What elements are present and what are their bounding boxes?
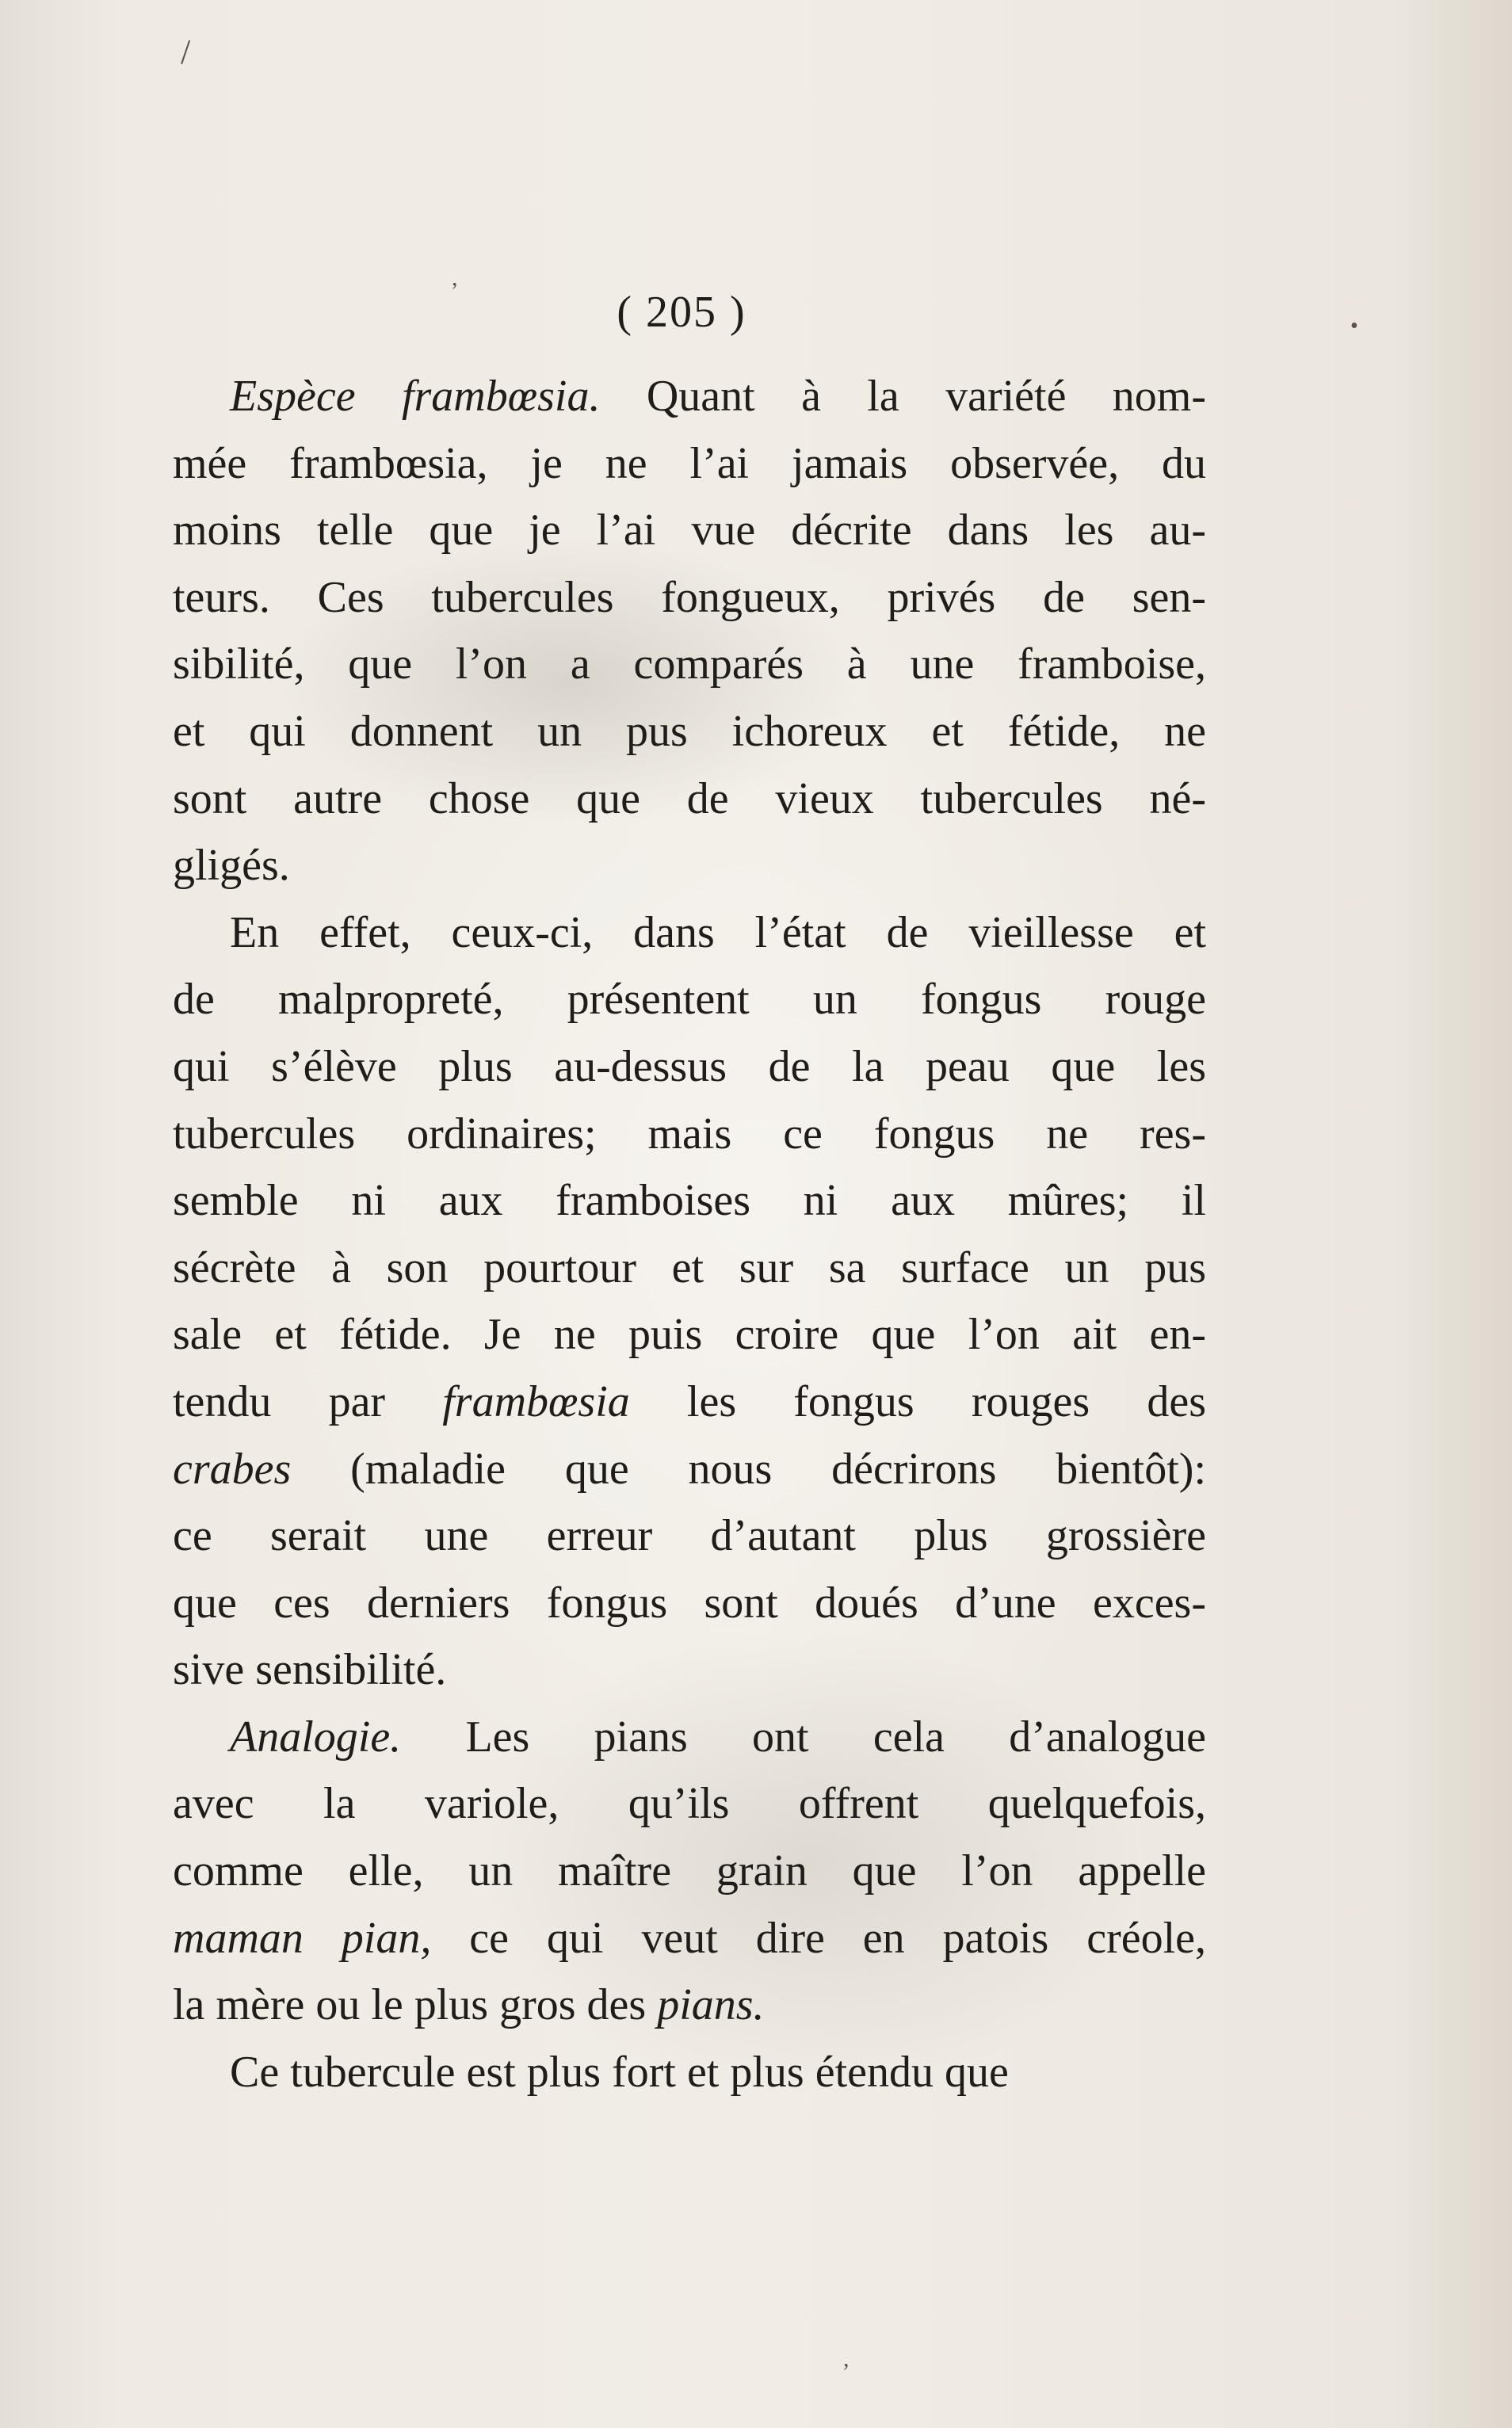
text-run: de malpropreté, présentent un fongus rouge — [173, 975, 1206, 1025]
text-line — [173, 1101, 1206, 1168]
text-run: les fongus rouges des — [629, 1376, 1206, 1426]
text-run: moins telle que je l’ai vue décrite dans les au- — [173, 506, 1206, 555]
text-run: et qui donnent un pus ichoreux et fétide, ne — [173, 706, 1206, 756]
margin-mark: / — [181, 32, 191, 71]
text-run: comme elle, un maître grain que l’on appelle — [173, 1846, 1206, 1896]
text-line — [173, 363, 1206, 430]
paragraph — [173, 2039, 1206, 2106]
text-run: que ces derniers fongus sont doués d’une exces- — [173, 1578, 1206, 1628]
text-run: sont autre chose que de vieux tubercules né- — [173, 773, 1206, 823]
text-run: ce qui veut dire en patois créole, — [431, 1913, 1206, 1963]
text-line — [173, 1502, 1206, 1570]
text-line — [173, 899, 1206, 967]
text-line — [173, 1167, 1206, 1235]
text-line — [173, 1636, 1206, 1704]
paragraph — [173, 899, 1206, 1704]
text-line — [173, 430, 1206, 498]
text-run: la mère ou le plus gros des — [173, 1980, 658, 2030]
text-run: sécrète à son pourtour et sur sa surface un pus — [173, 1243, 1206, 1292]
text-line — [173, 966, 1206, 1033]
text-line — [173, 832, 1206, 899]
margin-mark: , — [452, 265, 458, 291]
text-line — [173, 1033, 1206, 1101]
text-run: sibilité, que l’on a comparés à une framboise, — [173, 639, 1206, 689]
text-run: qui s’élève plus au-dessus de la peau que les — [173, 1041, 1206, 1091]
text-line — [173, 564, 1206, 632]
text-line — [173, 1301, 1206, 1369]
margin-mark: • — [1350, 314, 1358, 338]
italic-text: Analogie. — [230, 1712, 402, 1762]
text-line — [173, 765, 1206, 833]
text-run: avec la variole, qu’ils offrent quelquefois, — [173, 1779, 1206, 1829]
text-line — [173, 1972, 1206, 2039]
italic-text: maman pian, — [173, 1913, 432, 1963]
text-line — [173, 1235, 1206, 1302]
text-line — [173, 1704, 1206, 1771]
paragraph — [173, 1704, 1206, 2039]
text-run: En effet, ceux-ci, dans l’état de vieillesse et — [230, 907, 1206, 957]
body-text — [173, 363, 1206, 2105]
italic-text: frambœsia — [442, 1376, 630, 1426]
text-line — [173, 1570, 1206, 1637]
text-line — [173, 1838, 1206, 1905]
page-number: ( 205 ) — [617, 288, 746, 337]
text-run: tendu par — [173, 1376, 443, 1426]
text-run: Les pians ont cela d’analogue — [401, 1712, 1206, 1762]
text-run: (maladie que nous décrirons bientôt): — [291, 1444, 1206, 1494]
text-run: sive sensibilité. — [173, 1645, 447, 1695]
margin-mark: , — [843, 2346, 850, 2372]
text-run: mée frambœsia, je ne l’ai jamais observée, du — [173, 438, 1206, 488]
paragraph — [173, 363, 1206, 899]
text-line — [173, 631, 1206, 698]
text-run: Quant à la variété nom- — [600, 372, 1207, 421]
text-line — [173, 497, 1206, 564]
text-run: Ce tubercule est plus fort et plus étendu que — [230, 2047, 1009, 2097]
text-run: ce serait une erreur d’autant plus grossière — [173, 1511, 1206, 1561]
text-run: semble ni aux framboises ni aux mûres; il — [173, 1176, 1206, 1226]
text-run: tubercules ordinaires; mais ce fongus ne res- — [173, 1109, 1206, 1159]
text-run: sale et fétide. Je ne puis croire que l’on ait en- — [173, 1310, 1206, 1360]
italic-text: crabes — [173, 1444, 292, 1494]
italic-text: pians. — [657, 1980, 765, 2030]
text-run: gligés. — [173, 841, 290, 891]
text-line — [173, 2039, 1206, 2106]
italic-text: Espèce frambœsia. — [230, 372, 601, 421]
text-line — [173, 1905, 1206, 1972]
text-run: teurs. Ces tubercules fongueux, privés de sen- — [173, 572, 1206, 622]
text-line — [173, 1369, 1206, 1436]
text-line — [173, 1770, 1206, 1838]
text-line — [173, 698, 1206, 765]
text-line — [173, 1436, 1206, 1503]
